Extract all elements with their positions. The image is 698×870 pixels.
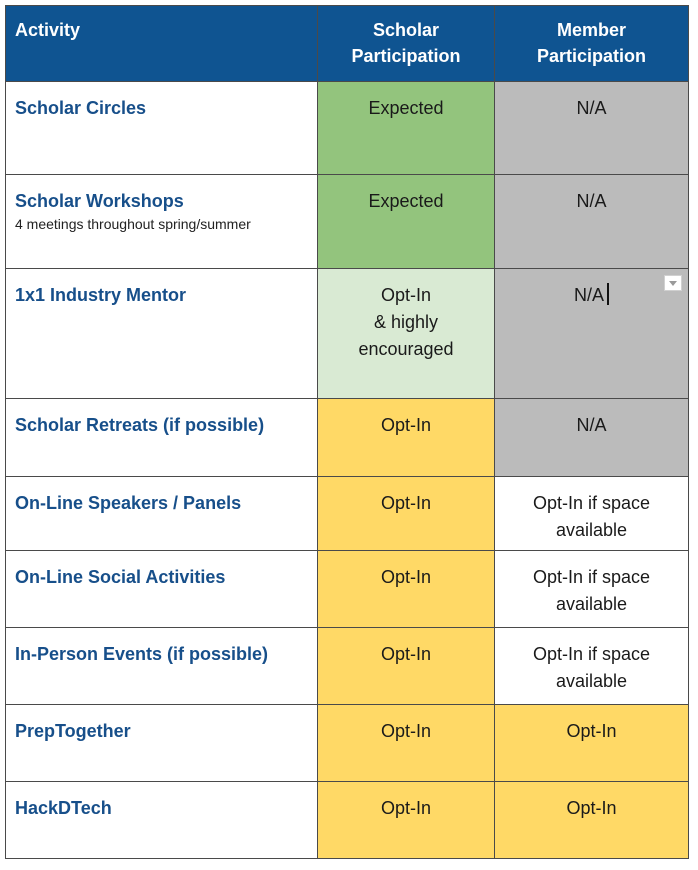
scholar-cell[interactable] (318, 477, 495, 551)
table-row (6, 705, 689, 782)
table-row (6, 551, 689, 628)
scholar-cell[interactable] (318, 269, 495, 399)
member-cell-active[interactable] (495, 269, 689, 399)
member-value-line2: available (555, 520, 628, 540)
scholar-value-line2: & highly (373, 312, 439, 332)
header-member-line1: Member (556, 20, 627, 40)
member-value: N/A (576, 191, 607, 211)
activity-cell[interactable] (6, 175, 318, 269)
member-cell[interactable] (495, 399, 689, 477)
scholar-value: Expected (368, 98, 444, 118)
member-value: N/A (573, 285, 604, 305)
member-value-line1: Opt-In if space (532, 493, 651, 513)
activity-name: On-Line Social Activities (15, 567, 226, 587)
scholar-value: Opt-In (380, 415, 432, 435)
member-value: Opt-In (566, 798, 617, 818)
scholar-cell[interactable] (318, 399, 495, 477)
header-member-line2: Participation (536, 46, 647, 66)
activity-name: Scholar Circles (15, 98, 147, 118)
activity-name: In-Person Events (if possible) (15, 644, 269, 664)
member-value-editing[interactable] (495, 282, 688, 309)
activity-name: PrepTogether (15, 721, 131, 741)
member-cell[interactable] (495, 705, 689, 782)
header-activity: Activity (6, 6, 318, 82)
activity-name: Scholar Retreats (if possible) (15, 415, 265, 435)
member-value: N/A (576, 415, 607, 435)
member-value: N/A (576, 98, 607, 118)
header-member-participation (495, 6, 689, 82)
scholar-value: Expected (368, 191, 444, 211)
activity-cell[interactable] (6, 705, 318, 782)
table-row (6, 269, 689, 399)
scholar-value: Opt-In (380, 493, 432, 513)
scholar-value: Opt-In (380, 567, 432, 587)
header-scholar-participation (318, 6, 495, 82)
activity-cell[interactable] (6, 477, 318, 551)
scholar-cell[interactable] (318, 82, 495, 175)
participation-table (5, 5, 689, 859)
table-row (6, 82, 689, 175)
scholar-value-line1: Opt-In (380, 285, 432, 305)
member-value-line2: available (555, 671, 628, 691)
activity-cell[interactable] (6, 82, 318, 175)
activity-cell[interactable] (6, 399, 318, 477)
member-value-line2: available (555, 594, 628, 614)
header-row (6, 6, 689, 82)
scholar-cell[interactable] (318, 705, 495, 782)
header-scholar-line1: Scholar (372, 20, 440, 40)
scholar-value: Opt-In (380, 721, 432, 741)
activity-name: On-Line Speakers / Panels (15, 493, 242, 513)
activity-cell[interactable] (6, 551, 318, 628)
activity-cell[interactable] (6, 628, 318, 705)
activity-name: Scholar Workshops (15, 191, 184, 211)
activity-name: HackDTech (15, 798, 112, 818)
member-cell[interactable] (495, 175, 689, 269)
table-row (6, 477, 689, 551)
scholar-cell[interactable] (318, 175, 495, 269)
member-cell[interactable] (495, 551, 689, 628)
scholar-cell[interactable] (318, 782, 495, 859)
member-cell[interactable] (495, 477, 689, 551)
text-cursor (607, 283, 609, 305)
member-value-line1: Opt-In if space (532, 567, 651, 587)
activity-cell[interactable] (6, 782, 318, 859)
dropdown-arrow-icon[interactable] (664, 275, 682, 291)
activity-cell[interactable] (6, 269, 318, 399)
member-value: Opt-In (566, 721, 617, 741)
scholar-value: Opt-In (380, 644, 432, 664)
member-cell[interactable] (495, 628, 689, 705)
scholar-cell[interactable] (318, 551, 495, 628)
activity-subtitle: 4 meetings throughout spring/summer (15, 216, 251, 232)
table-row (6, 782, 689, 859)
member-cell[interactable] (495, 82, 689, 175)
activity-name: 1x1 Industry Mentor (15, 285, 187, 305)
scholar-value-line3: encouraged (358, 339, 454, 359)
table-row (6, 175, 689, 269)
member-cell[interactable] (495, 782, 689, 859)
table-row (6, 399, 689, 477)
scholar-value: Opt-In (380, 798, 432, 818)
table-row (6, 628, 689, 705)
member-value-line1: Opt-In if space (532, 644, 651, 664)
scholar-cell[interactable] (318, 628, 495, 705)
header-scholar-line2: Participation (351, 46, 461, 66)
